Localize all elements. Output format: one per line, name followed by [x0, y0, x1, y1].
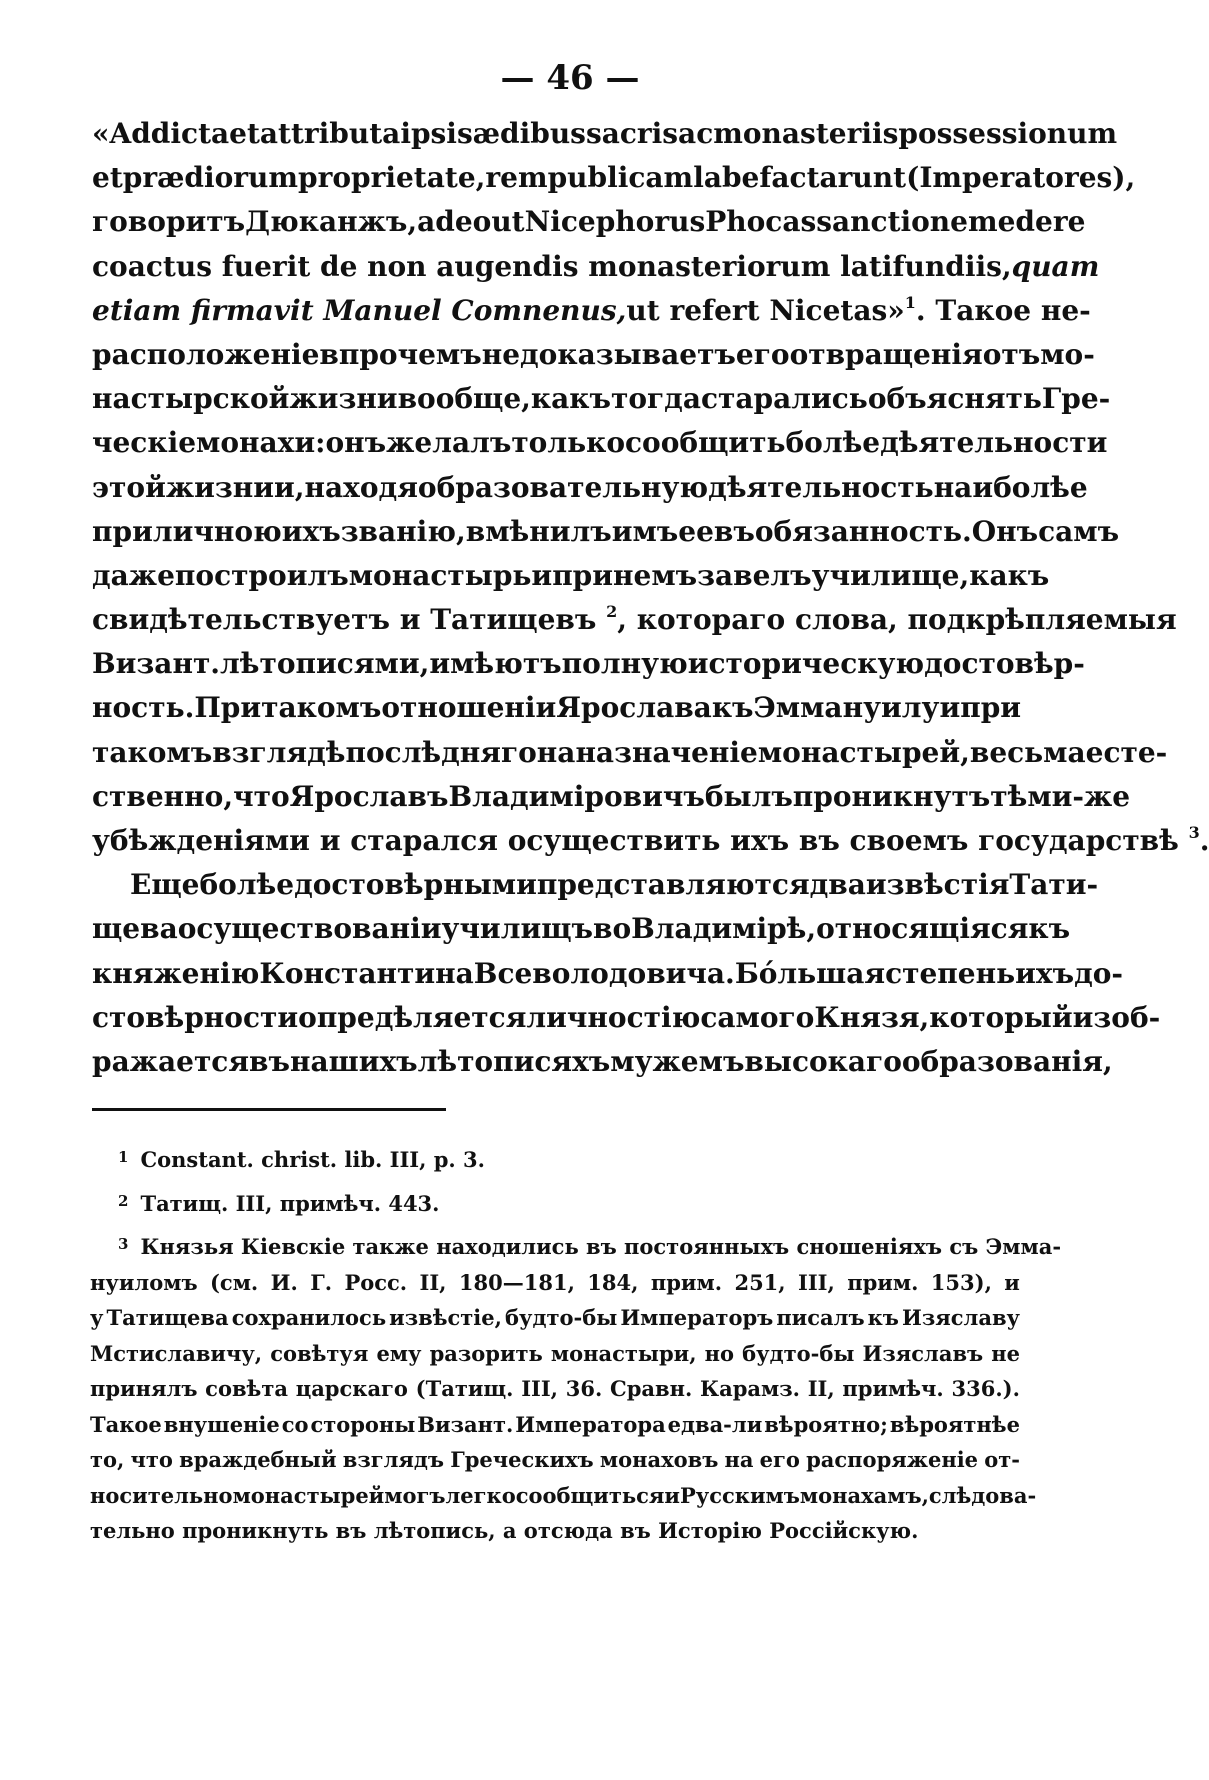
word: личностію — [526, 1000, 701, 1034]
footnote-text: Constant. christ. lib. III, p. 3. — [140, 1147, 485, 1172]
word: сообщиться — [515, 1482, 665, 1508]
footnote-ref[interactable]: 2 — [606, 602, 618, 622]
word: лѣтописяхъ — [417, 1044, 611, 1078]
word: впрочемъ — [319, 337, 482, 371]
word: онъ — [325, 426, 387, 460]
word: есте- — [1085, 735, 1168, 769]
word: проникнутъ — [792, 779, 991, 813]
word: монастырей — [232, 1482, 385, 1508]
word: старались — [700, 382, 868, 416]
word: Гре- — [1041, 382, 1111, 416]
text-line — [92, 996, 1161, 1040]
word: распоряженіе — [806, 1447, 979, 1472]
word: послѣдняго — [345, 735, 537, 769]
word: прим. — [847, 1269, 919, 1295]
footnote — [118, 1142, 1020, 1178]
footnote-number: 3 — [118, 1235, 129, 1253]
word: ственно, — [92, 779, 234, 813]
word: Бо́льшая — [734, 956, 886, 990]
text-segment: ut refert Nicetas» — [626, 293, 905, 327]
word: и, — [274, 470, 305, 504]
text-segment: coactus fuerit de non augendis monasteriorum latifundiis, — [92, 249, 1012, 283]
word: possessionum — [898, 117, 1118, 150]
word: изоб- — [1072, 1000, 1161, 1034]
word: (Imperatores), — [906, 161, 1136, 195]
word: monasteriis — [713, 117, 899, 150]
word: едва-ли — [667, 1411, 763, 1437]
word: et — [92, 161, 123, 195]
word: два — [809, 868, 866, 902]
italic-segment: firmavit Manuel Comnenus, — [190, 293, 627, 327]
word: При — [194, 691, 262, 725]
word: монахамъ, — [799, 1482, 929, 1508]
word: монахи: — [196, 426, 326, 460]
word: извѣстія — [865, 868, 1010, 902]
word: такомъ — [92, 735, 213, 769]
word: имѣютъ — [429, 647, 562, 681]
footnote-number: 2 — [118, 1191, 129, 1210]
word: Г. — [310, 1269, 333, 1295]
word: «Addicta — [92, 117, 230, 150]
word: не — [991, 1340, 1020, 1366]
word: Мстиславичу, — [90, 1340, 263, 1366]
footnotes — [90, 1142, 1062, 1549]
word: на — [536, 735, 576, 769]
word: мо- — [1040, 337, 1095, 371]
word: Императоръ — [620, 1305, 774, 1330]
footnote-divider — [92, 1108, 446, 1111]
word: со — [281, 1411, 309, 1437]
footnote-ref[interactable]: 1 — [904, 292, 916, 312]
word: настырской — [92, 382, 290, 416]
word: стовѣрности — [92, 1000, 299, 1034]
word: примѣч. — [842, 1376, 944, 1401]
word: Такое — [90, 1411, 162, 1437]
word: расположеніе — [92, 337, 320, 371]
text-segment: , котораго слова, подкрѣпляемыя — [617, 603, 1177, 637]
footnote — [118, 1186, 1020, 1222]
word: будто-бы — [505, 1305, 618, 1330]
text-segment: . Такое не- — [915, 293, 1091, 327]
word: Визант. — [92, 647, 221, 681]
word: нашихъ — [289, 1044, 418, 1078]
word: prædiorum — [122, 161, 299, 195]
word: относящіяся — [816, 912, 1029, 946]
word: какъ — [530, 382, 611, 416]
footnote-line: тельно проникнуть въ лѣтопись, а отсюда въ Исторію Россійскую. — [90, 1518, 919, 1543]
word: историческую — [687, 647, 925, 681]
word: который — [929, 1000, 1073, 1034]
word: Сравн. — [610, 1376, 693, 1401]
word: (см. — [209, 1269, 259, 1295]
word: немъ — [613, 558, 698, 592]
text-line — [92, 333, 1095, 377]
text-line — [92, 863, 1099, 907]
word: на — [724, 1447, 754, 1472]
word: царскаго — [295, 1376, 408, 1401]
word: Владимірѣ, — [631, 912, 817, 946]
word: его — [759, 1447, 800, 1472]
word: ædibus — [472, 117, 586, 150]
text-line — [92, 642, 1085, 686]
word: завелъ — [697, 558, 812, 592]
word: II, — [807, 1376, 835, 1401]
text-line — [92, 510, 1120, 554]
word: вообще, — [397, 382, 531, 416]
page-number: — 46 — — [500, 58, 640, 98]
word: ность. — [92, 691, 195, 725]
word: училище, — [811, 558, 970, 592]
word: 336.). — [951, 1376, 1020, 1401]
word: полную — [561, 647, 688, 681]
word: Онъ — [971, 514, 1039, 548]
word: самого — [700, 1000, 815, 1034]
word: монаховъ — [599, 1447, 719, 1472]
word: нуиломъ — [90, 1269, 198, 1295]
word: построилъ — [174, 558, 349, 592]
word: былъ — [704, 779, 793, 813]
word: сохранилось — [231, 1305, 387, 1330]
text-line — [92, 598, 1177, 642]
footnote-ref[interactable]: 3 — [1188, 823, 1200, 842]
word: ему — [376, 1340, 422, 1366]
word: и — [1004, 1269, 1020, 1295]
word: et — [229, 117, 260, 150]
word: от- — [984, 1447, 1020, 1472]
word: слѣдова- — [928, 1482, 1037, 1508]
word: ражается — [92, 1044, 250, 1078]
footnote-line — [90, 1442, 1020, 1478]
word: и — [664, 1482, 680, 1508]
word: sanctionem — [816, 205, 998, 239]
word: rempublicam — [485, 161, 694, 195]
word: обязанность. — [754, 514, 972, 548]
word: edere — [997, 205, 1086, 239]
word: отъ — [982, 337, 1041, 371]
word: labefactarunt — [693, 161, 907, 195]
footnote-line — [90, 1371, 1020, 1407]
footnote-number: 1 — [118, 1148, 129, 1166]
word: отношеніи — [381, 691, 557, 725]
word: желалъ — [386, 426, 512, 460]
word: взглядѣ — [212, 735, 346, 769]
text-line — [92, 731, 1168, 775]
word: и — [531, 558, 553, 592]
word: sacris — [585, 117, 679, 150]
word: училищъ — [441, 912, 593, 946]
word: и — [939, 691, 961, 725]
word: представляются — [536, 868, 810, 902]
word: извѣстіе, — [389, 1305, 502, 1330]
word: Карамз. — [700, 1376, 800, 1401]
word: ut — [491, 205, 525, 239]
text-line — [92, 200, 1086, 244]
word: 36. — [565, 1376, 603, 1401]
word: внушеніе — [163, 1411, 280, 1437]
word: взглядъ — [342, 1447, 445, 1472]
word: весьма — [969, 735, 1086, 769]
footnote-line — [90, 1265, 1020, 1301]
footnote — [118, 1229, 1062, 1265]
footnote-text: Князья Кіевскіе также находились въ постоянныхъ сношеніяхъ съ Эмма- — [140, 1234, 1062, 1259]
word: ихъ — [281, 514, 341, 548]
word: какъ — [969, 558, 1050, 592]
word: стороны — [310, 1411, 416, 1437]
word: то, — [90, 1447, 125, 1472]
word: proprietate, — [298, 161, 486, 195]
word: Дюканжъ, — [245, 205, 418, 239]
footnote-text: Татищ. III, примѣч. 443. — [140, 1190, 440, 1216]
word: княженію — [92, 956, 260, 990]
text-segment: убѣжденіями и старался осуществить ихъ въ своемъ государствѣ — [92, 824, 1179, 857]
word: монастырей, — [757, 735, 970, 769]
text-line — [92, 245, 1100, 289]
word: дѣятельности — [880, 426, 1108, 460]
word: ipsis — [400, 117, 473, 150]
word: при — [552, 558, 614, 592]
word: Князя, — [814, 1000, 930, 1034]
word: Визант. — [417, 1411, 514, 1437]
italic-segment: etiam — [92, 293, 182, 327]
word: Изяславъ — [862, 1340, 984, 1366]
word: Еще — [130, 868, 200, 902]
word: ческіе — [92, 426, 197, 460]
word: объяснять — [867, 382, 1042, 416]
word: Ярослава — [556, 691, 712, 725]
word: Русскимъ — [679, 1482, 800, 1508]
word: даже — [92, 558, 175, 592]
word: болѣе — [199, 868, 295, 902]
word: adeo — [417, 205, 492, 239]
word: дѣятельность — [708, 470, 934, 504]
text-line — [92, 156, 1136, 200]
word: Ярославъ — [289, 779, 449, 813]
main-text — [92, 112, 1209, 1084]
word: могъ — [384, 1482, 446, 1508]
word: Эммануилу — [753, 691, 940, 725]
word: до- — [1074, 956, 1124, 990]
word: къ — [867, 1305, 899, 1330]
word: сообщить — [625, 426, 786, 460]
word: при — [960, 691, 1022, 725]
word: совѣта — [205, 1376, 288, 1401]
text-line — [92, 377, 1111, 421]
word: о — [177, 912, 197, 946]
text-line — [92, 686, 1020, 730]
word: высокаго — [744, 1044, 902, 1078]
word: къ — [1028, 912, 1071, 946]
word: тѣми-же — [990, 779, 1131, 813]
word: III, — [521, 1376, 558, 1401]
word: легко — [445, 1482, 516, 1508]
word: болѣе — [785, 426, 881, 460]
text-line — [92, 112, 1118, 156]
word: Тати- — [1009, 868, 1099, 902]
word: назначеніе — [575, 735, 758, 769]
footnote-line — [90, 1407, 1020, 1443]
word: у — [90, 1305, 104, 1330]
word: самъ — [1038, 514, 1120, 548]
word: III, — [798, 1269, 835, 1295]
word: отвращенія — [789, 337, 983, 371]
word: существованіи — [196, 912, 442, 946]
word: Императора — [515, 1411, 666, 1437]
word: Татищева — [106, 1305, 229, 1330]
word: степень — [885, 956, 1016, 990]
word: въ — [713, 514, 755, 548]
word: вмѣнилъ — [465, 514, 612, 548]
word: но — [704, 1340, 735, 1366]
word: прим. — [650, 1269, 723, 1295]
word: будто-бы — [742, 1340, 855, 1366]
word: его — [735, 337, 790, 371]
word: имъ — [611, 514, 679, 548]
word: монастыри, — [550, 1340, 697, 1366]
word: вѣроятнѣе — [889, 1411, 1020, 1437]
word: во — [593, 912, 632, 946]
footnote-line — [90, 1300, 1020, 1336]
word: жизни — [289, 382, 398, 416]
text-line — [92, 907, 1071, 951]
word: достовѣр- — [924, 647, 1085, 681]
word: монастырь — [348, 558, 532, 592]
word: въ — [249, 1044, 290, 1078]
word: носительно — [90, 1482, 233, 1508]
word: лѣтописями, — [220, 647, 430, 681]
word: мужемъ — [610, 1044, 745, 1078]
word: къ — [711, 691, 754, 725]
word: щева — [92, 912, 178, 946]
word: что — [130, 1447, 173, 1472]
word: доказываетъ — [520, 337, 736, 371]
word: И. — [270, 1269, 298, 1295]
word: Владиміровичъ — [448, 779, 705, 813]
text-line — [92, 775, 1131, 819]
word: этой — [92, 470, 166, 504]
word: вѣроятно; — [764, 1411, 888, 1437]
word: находя — [304, 470, 418, 504]
word: 180—181, — [458, 1269, 575, 1295]
footnote-line — [90, 1478, 1037, 1514]
word: опредѣляется — [298, 1000, 527, 1034]
word: образованія, — [901, 1044, 1113, 1078]
word: писалъ — [776, 1305, 865, 1330]
word: такомъ — [261, 691, 382, 725]
word: Константина — [259, 956, 474, 990]
word: Nicephorus — [524, 205, 706, 239]
word: (Татищ. — [415, 1376, 514, 1401]
word: ac — [678, 117, 714, 150]
word: враждебный — [179, 1447, 337, 1472]
text-segment: свидѣтельствуетъ и Татищевъ — [92, 603, 597, 637]
word: что — [233, 779, 290, 813]
word: наиболѣе — [933, 470, 1088, 504]
word: тогда — [610, 382, 701, 416]
word: 184, — [587, 1269, 639, 1295]
footnote-line — [90, 1336, 1020, 1372]
word: достовѣрными — [294, 868, 537, 902]
text-line — [92, 554, 1050, 598]
text-line: убѣжденіями и старался осуществить ихъ въ своемъ государствѣ $^3$ . — [92, 819, 1020, 863]
word: 153), — [930, 1269, 992, 1295]
word: жизни — [165, 470, 275, 504]
italic-segment: quam — [1011, 249, 1100, 283]
text-line — [92, 952, 1124, 996]
word: совѣтуя — [270, 1340, 369, 1366]
word: званію, — [340, 514, 466, 548]
text-line — [92, 421, 1108, 465]
word: Изяславу — [901, 1305, 1020, 1330]
word: attributa — [259, 117, 401, 150]
word: II, — [419, 1269, 447, 1295]
word: говоритъ — [92, 205, 246, 239]
word: только — [511, 426, 625, 460]
word: Всеволодовича. — [473, 956, 735, 990]
word: ее — [678, 514, 714, 548]
word: не — [481, 337, 521, 371]
word: Росс. — [344, 1269, 408, 1295]
text-line — [92, 289, 1091, 333]
text-line — [92, 466, 1088, 510]
word: принялъ — [90, 1376, 198, 1401]
text-line — [92, 1040, 1113, 1084]
word: образовательную — [417, 470, 709, 504]
word: разорить — [429, 1340, 543, 1366]
word: приличною — [92, 514, 282, 548]
word: Phocas — [705, 205, 817, 239]
word: 251, — [734, 1269, 786, 1295]
word: ихъ — [1015, 956, 1075, 990]
word: Греческихъ — [450, 1447, 594, 1472]
